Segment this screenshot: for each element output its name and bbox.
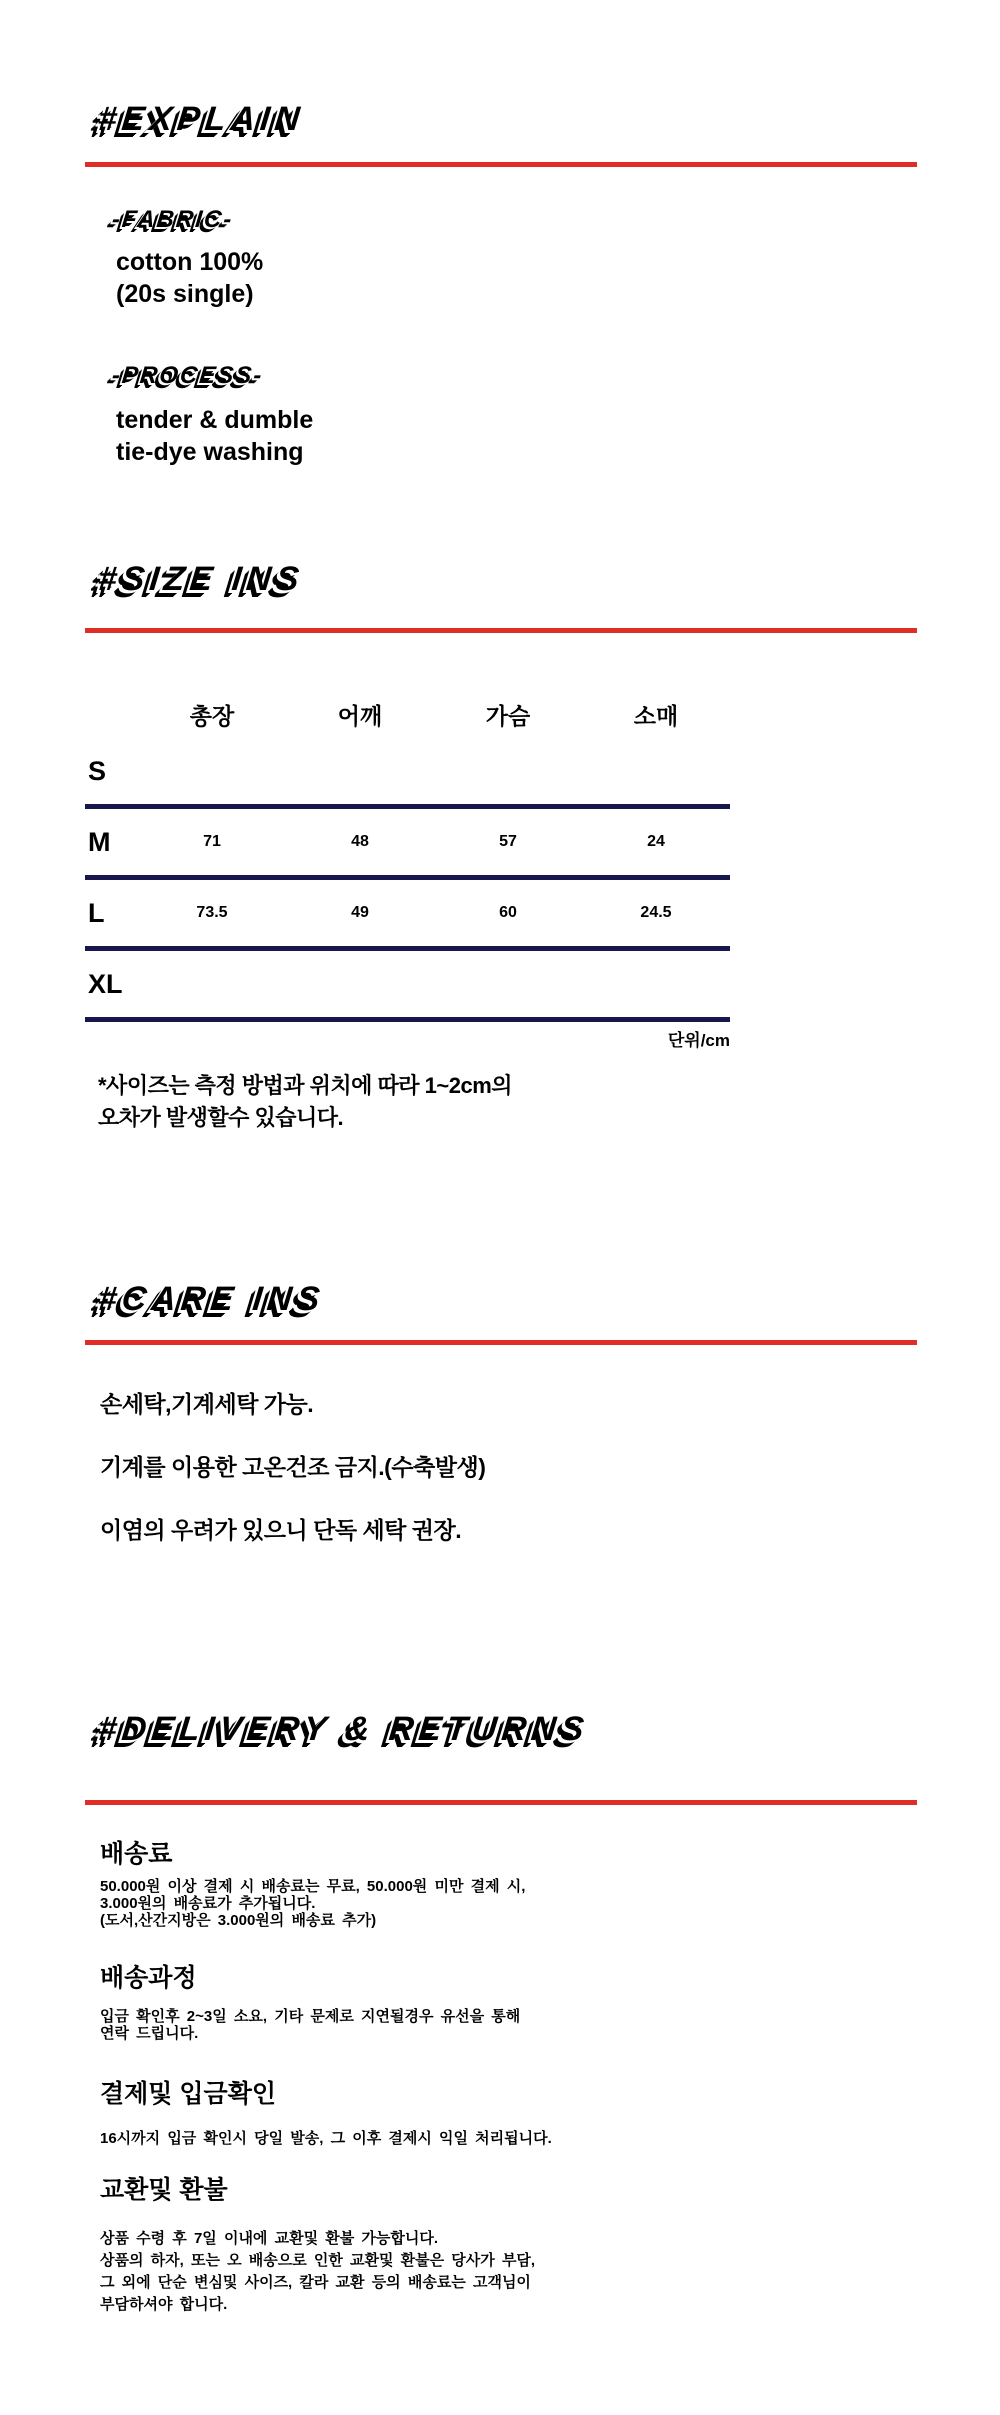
returns-line-1: 상품 수령 후 7일 이내에 교환및 환불 가능합니다. — [100, 2230, 438, 2247]
size-unit-label: 단위/cm — [667, 1031, 730, 1050]
returns-body — [100, 2228, 535, 2316]
returns-line-4: 부담하셔야 합니다. — [100, 2296, 228, 2313]
shipping-fee-line-3: (도서,산간지방은 3.000원의 배송료 추가) — [100, 1912, 377, 1929]
shipping-process-body — [100, 2008, 520, 2042]
fabric-details — [116, 246, 263, 310]
care-instructions — [100, 1386, 485, 1575]
size-cell: 48 — [351, 833, 369, 850]
section-divider-red — [85, 1800, 917, 1805]
size-table-row-l — [85, 880, 730, 951]
section-divider-red — [85, 1340, 917, 1345]
size-row-label: S — [88, 755, 107, 786]
section-divider-red — [85, 162, 917, 167]
size-table-col-shoulder: 어깨 — [337, 702, 383, 729]
shipping-fee-body — [100, 1878, 525, 1929]
size-cell: 49 — [351, 904, 369, 921]
care-section-title: #CARE INS — [96, 1280, 327, 1318]
returns-line-3: 그 외에 단순 변심및 사이즈, 칼라 교환 등의 배송료는 고객님이 — [100, 2274, 531, 2291]
size-note — [98, 1070, 512, 1134]
size-table — [85, 690, 730, 1022]
shipping-fee-line-1: 50.000원 이상 결제 시 배송료는 무료, 50.000원 미만 결제 시, — [100, 1878, 526, 1895]
shipping-process-line-2: 연락 드립니다. — [100, 2025, 199, 2042]
payment-line-1: 16시까지 입금 확인시 당일 발송, 그 이후 결제시 익일 처리됩니다. — [100, 2130, 552, 2147]
size-table-row-xl — [85, 951, 730, 1022]
delivery-section-title: #DELIVERY & RETURNS — [96, 1710, 591, 1748]
size-note-line-1: *사이즈는 측정 방법과 위치에 따라 1~2cm의 — [98, 1073, 513, 1098]
shipping-fee-heading: 배송료 — [100, 1840, 173, 1868]
fabric-label: -FABRIC- — [110, 206, 235, 233]
size-cell: 73.5 — [196, 904, 228, 921]
size-row-label: XL — [88, 968, 123, 999]
process-line-1: tender & dumble — [116, 406, 314, 434]
size-cell: 57 — [499, 833, 517, 850]
size-note-line-2: 오차가 발생할수 있습니다. — [98, 1105, 344, 1130]
process-details — [116, 404, 313, 468]
size-cell: 24 — [647, 833, 665, 850]
care-line-1: 손세탁,기계세탁 가능. — [100, 1391, 314, 1417]
process-line-2: tie-dye washing — [116, 438, 304, 466]
size-table-header-row — [85, 690, 730, 738]
payment-body — [100, 2130, 552, 2147]
size-table-col-sleeve: 소매 — [633, 702, 679, 729]
section-divider-red — [85, 628, 917, 633]
shipping-fee-line-2: 3.000원의 배송료가 추가됩니다. — [100, 1895, 316, 1912]
shipping-process-line-1: 입금 확인후 2~3일 소요, 기타 문제로 지연될경우 유선을 통해 — [100, 2008, 521, 2025]
size-table-col-length: 총장 — [189, 702, 235, 729]
returns-line-2: 상품의 하자, 또는 오 배송으로 인한 교환및 환불은 당사가 부담, — [100, 2252, 536, 2269]
care-line-3: 이염의 우려가 있으니 단독 세탁 권장. — [100, 1517, 462, 1543]
fabric-line-2: (20s single) — [116, 280, 254, 308]
size-table-row-m — [85, 809, 730, 880]
size-cell: 24.5 — [640, 904, 672, 921]
explain-section-title: #EXPLAIN — [96, 100, 307, 138]
size-row-label: L — [88, 897, 105, 928]
size-table-row-s — [85, 738, 730, 809]
size-cell: 71 — [203, 833, 221, 850]
size-row-label: M — [88, 826, 111, 857]
process-label: -PROCESS- — [110, 362, 265, 389]
size-cell: 60 — [499, 904, 517, 921]
size-section-title: #SIZE INS — [96, 560, 306, 598]
size-table-col-chest: 가슴 — [485, 702, 531, 729]
shipping-process-heading: 배송과정 — [100, 1964, 197, 1992]
fabric-line-1: cotton 100% — [116, 248, 264, 276]
care-line-2: 기계를 이용한 고온건조 금지.(수축발생) — [100, 1454, 486, 1480]
payment-heading: 결제및 입금확인 — [100, 2080, 276, 2108]
returns-heading: 교환및 환불 — [100, 2176, 228, 2204]
